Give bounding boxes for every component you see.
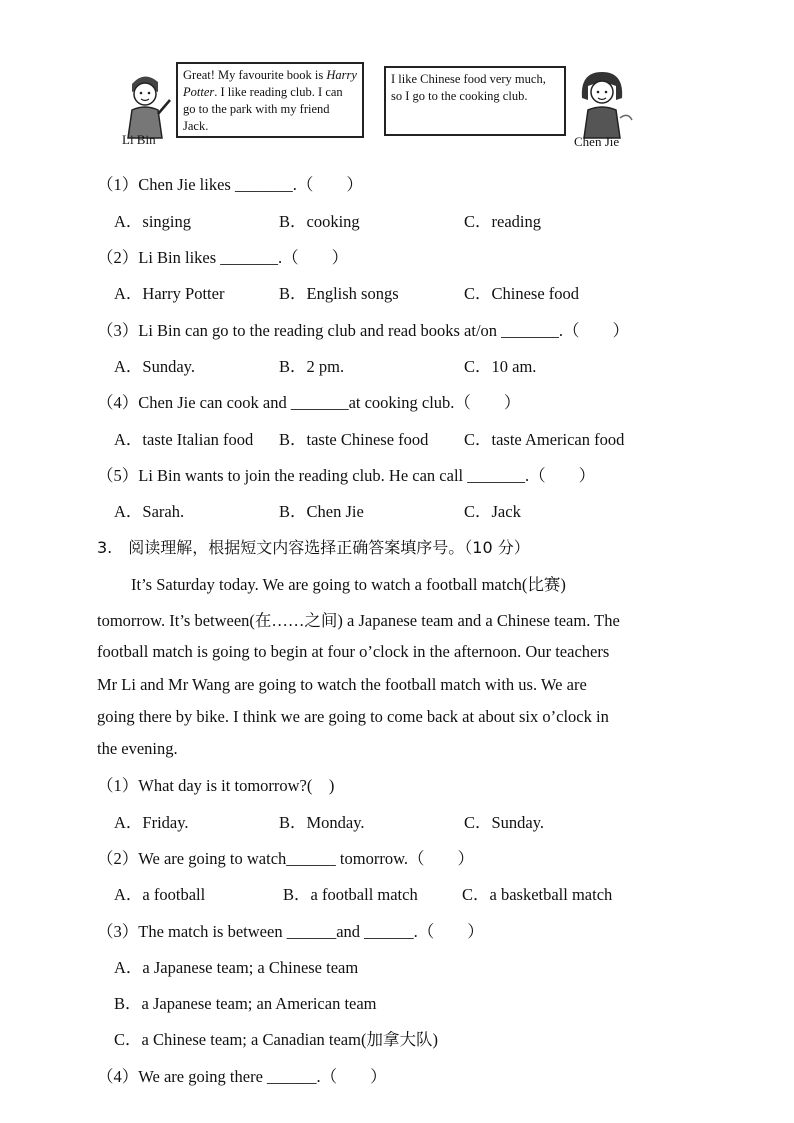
s3-q1-option-c: C．Sunday. [464,813,545,832]
chen-jie-label: Chen Jie [574,134,620,149]
passage-line-1: It’s Saturday today. We are going to watch a football match(比赛) [131,575,566,594]
s3-q3-option-b: B．a Japanese team; an American team [114,994,377,1013]
s2-q3-option-c: C．10 am. [464,357,537,376]
s2-q4-option-b: B．taste Chinese food [279,430,429,449]
li-bin-figure-icon [114,70,174,140]
passage-line-3: football match is going to begin at four o’clock in the afternoon. Our teachers [97,642,610,661]
passage-line-2: tomorrow. It’s between(在……之间) a Japanese team and a Chinese team. The [97,611,620,630]
s3-q3-option-a: A．a Japanese team; a Chinese team [114,958,359,977]
chen-jie-speech-bubble: I like Chinese food very much, so I go to the cooking club. [384,66,566,136]
s3-q2-stem: （2）We are going to watch______ tomorrow.（ ） [97,849,475,868]
li-bin-speech-bubble: Great! My favourite book is Harry Potter. I like reading club. I can go to the park with my friend Jack. [176,62,364,138]
s2-q1-stem: （1）Chen Jie likes _______.（ ） [97,175,363,194]
s2-q4-option-c: C．taste American food [464,430,625,449]
s2-q3-stem: （3）Li Bin can go to the reading club and read books at/on _______.（ ） [97,321,630,340]
s2-q2-stem: （2）Li Bin likes _______.（ ） [97,248,349,267]
s2-q5-stem: （5）Li Bin wants to join the reading club. He can call _______.（ ） [97,466,596,485]
s2-q1-option-b: B．cooking [279,212,360,231]
s3-q2-option-a: A．a football [114,885,206,904]
s3-q3-stem: （3）The match is between ______and ______.（ ） [97,922,484,941]
s3-q2-option-b: B．a football match [283,885,418,904]
s2-q2-option-c: C．Chinese food [464,284,580,303]
passage-line-4: Mr Li and Mr Wang are going to watch the football match with us. We are [97,675,587,694]
s2-q1-option-a: A．singing [114,212,192,231]
s2-q4-option-a: A．taste Italian food [114,430,254,449]
s2-q5-option-b: B．Chen Jie [279,502,364,521]
s2-q1-option-c: C．reading [464,212,541,231]
li-bin-label: Li Bin [122,132,156,147]
s2-q2-option-b: B．English songs [279,284,399,303]
s2-q5-option-a: A．Sarah. [114,502,185,521]
s3-q3-option-c: C．a Chinese team; a Canadian team(加拿大队) [114,1030,438,1049]
chen-jie-figure-icon [570,68,634,140]
s2-q4-stem: （4）Chen Jie can cook and _______at cooking club.（ ） [97,393,521,412]
s3-q4-stem: （4）We are going there ______.（ ） [97,1067,387,1086]
s2-q3-option-a: A．Sunday. [114,357,195,376]
s3-q2-option-c: C．a basketball match [462,885,613,904]
passage-line-5: going there by bike. I think we are going to come back at about six o’clock in [97,707,609,726]
passage-line-6: the evening. [97,739,178,758]
s3-q1-stem: （1）What day is it tomorrow?( ) [97,776,335,795]
s2-q5-option-c: C．Jack [464,502,521,521]
illustration [100,62,660,154]
s3-q1-option-a: A．Friday. [114,813,189,832]
s2-q2-option-a: A．Harry Potter [114,284,225,303]
section3-heading: 3. 阅读理解，根据短文内容选择正确答案填序号。（10 分） [97,538,530,557]
s3-q1-option-b: B．Monday. [279,813,365,832]
s2-q3-option-b: B．2 pm. [279,357,345,376]
